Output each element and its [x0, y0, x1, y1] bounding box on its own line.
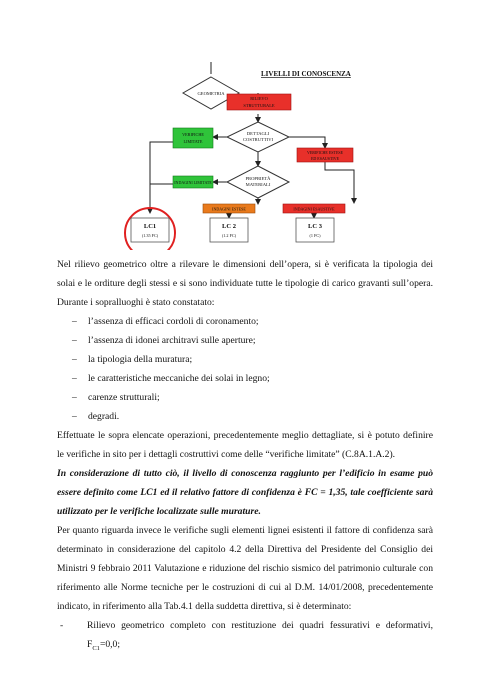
- list-dash: –: [72, 335, 77, 346]
- proprieta-materiali-node: [227, 166, 289, 198]
- lc3-node: [296, 218, 334, 242]
- bullet-marker: -: [60, 620, 64, 631]
- rilievo-label-1: RILIEVO: [250, 96, 268, 101]
- paragraph-4-line-2: essere definito come LC1 ed il relativo fattore di confidenza è FC = 1,35, tale coefficiente sarà: [57, 487, 433, 498]
- list-dash: –: [72, 316, 77, 327]
- lc1-node: [125, 208, 175, 250]
- lc2-label: LC 2: [222, 223, 236, 230]
- diagram-title: LIVELLI DI CONOSCENZA: [261, 70, 351, 78]
- fc-value: =0,0;: [99, 639, 121, 650]
- paragraph-3-line-2: le verifiche in sito per i dettagli costruttivi come delle “verifiche limitate” (C.8A.1.A.2).: [57, 449, 396, 460]
- proprieta-label-2: MATERIALI: [245, 182, 271, 187]
- lc3-label: LC 3: [308, 223, 322, 230]
- list-item-text: l’assenza di efficaci cordoli di coronamento;: [88, 316, 259, 327]
- fc-symbol: F: [87, 639, 93, 650]
- lc2-node: [210, 218, 248, 242]
- rilievo-strutturale-node: [227, 94, 291, 110]
- lc1-label: LC1: [143, 223, 157, 230]
- lc1-fc: (1.35 FC): [141, 233, 159, 238]
- list-item: [72, 369, 270, 388]
- list-dash: –: [72, 411, 77, 422]
- paragraph-5-line-3: Ministri 9 febbraio 2011 Valutazione e riduzione del rischio sismico del patrimonio culturale con: [57, 563, 433, 574]
- paragraph-2: Durante i sopralluoghi è stato constatato:: [57, 297, 215, 308]
- list-item: [72, 331, 256, 350]
- indagini-estese-label: INDAGINI ESTESE: [212, 206, 246, 212]
- indagini-esaustive-label: INDAGINI ESAUSTIVE: [293, 206, 335, 212]
- verifiche-estese-label-1: VERIFICHE ESTESE: [306, 150, 344, 155]
- lc2-fc: (1.2 FC): [221, 233, 237, 238]
- verifiche-limitate-label-2: LIMITATE: [183, 139, 203, 144]
- paragraph-4-line-3: utilizzato per le verifiche localizzate sulle murature.: [57, 506, 261, 517]
- paragraph-4-line-1: In considerazione di tutto ciò, il livello di conoscenza raggiunto per l’edificio in esame può: [57, 468, 433, 479]
- indagini-estese-node: [203, 204, 255, 213]
- list-item-text: degradi.: [88, 411, 120, 422]
- paragraph-1-line-2: solai e le orditure degli stessi e si sono individuate tutte le tipologie di carico gravanti sull’opera.: [57, 278, 433, 289]
- list-item: [72, 388, 160, 407]
- bullet-line-1: Rilievo geometrico completo con restituzione dei quadri fessurativi e deformativi,: [87, 620, 433, 631]
- indagini-limitate-label: INDAGINI LIMITATE: [174, 180, 212, 185]
- list-item: [72, 350, 192, 369]
- list-dash: –: [72, 354, 77, 365]
- paragraph-3-line-1: Effettuate le sopra elencate operazioni, precedentemente meglio dettagliate, si è potuto definire: [57, 430, 433, 441]
- list-dash: –: [72, 392, 77, 403]
- verifiche-limitate-label-1: VERIFICHE: [182, 132, 204, 137]
- rilievo-label-2: STRUTTURALE: [243, 103, 275, 108]
- indagini-limitate-node: [173, 176, 213, 188]
- list-item-text: la tipologia della muratura;: [88, 354, 193, 365]
- lc3-fc: (1 FC): [309, 233, 321, 238]
- dettagli-label-2: COSTRUTTIVI: [242, 137, 274, 142]
- paragraph-5-line-4: riferimento alle Norme tecniche per le costruzioni di cui al D.M. 14/01/2008, precedentemente: [57, 582, 433, 593]
- list-item-text: le caratteristiche meccaniche dei solai in legno;: [88, 373, 270, 384]
- proprieta-label-1: PROPRIETÀ: [245, 176, 271, 181]
- fc-subscript: C1: [92, 644, 100, 652]
- list-item-text: carenze strutturali;: [88, 392, 160, 403]
- paragraph-5-line-1: Per quanto riguarda invece le verifiche sugli elementi lignei esistenti il fattore di confidenza sarà: [57, 525, 433, 536]
- list-item: [72, 312, 259, 331]
- verifiche-estese-node: [297, 148, 353, 162]
- paragraph-5-line-2: determinato in considerazione del capitolo 4.2 della Direttiva del Presidente del Consiglio dei: [57, 544, 433, 555]
- list-dash: –: [72, 373, 77, 384]
- verifiche-limitate-node: [173, 128, 213, 148]
- dettagli-label-1: DETTAGLI: [246, 131, 270, 136]
- geometria-label: GEOMETRIA: [197, 91, 225, 96]
- indagini-esaustive-node: [283, 204, 345, 213]
- dettagli-costruttivi-node: [227, 122, 289, 152]
- knowledge-levels-diagram: [0, 0, 480, 250]
- list-item-text: l’assenza di idonei architravi sulle aperture;: [88, 335, 256, 346]
- paragraph-1-line-1: Nel rilievo geometrico oltre a rilevare le dimensioni dell’opera, si è verificata la tipologia dei: [57, 259, 433, 270]
- bullet-line-2: [87, 635, 287, 658]
- paragraph-5-line-5: indicato, in riferimento alla Tab.4.1 della suddetta direttiva, si è determinato:: [57, 601, 352, 612]
- verifiche-estese-label-2: ED ESAUSTIVE: [310, 156, 340, 161]
- list-item: [72, 407, 119, 426]
